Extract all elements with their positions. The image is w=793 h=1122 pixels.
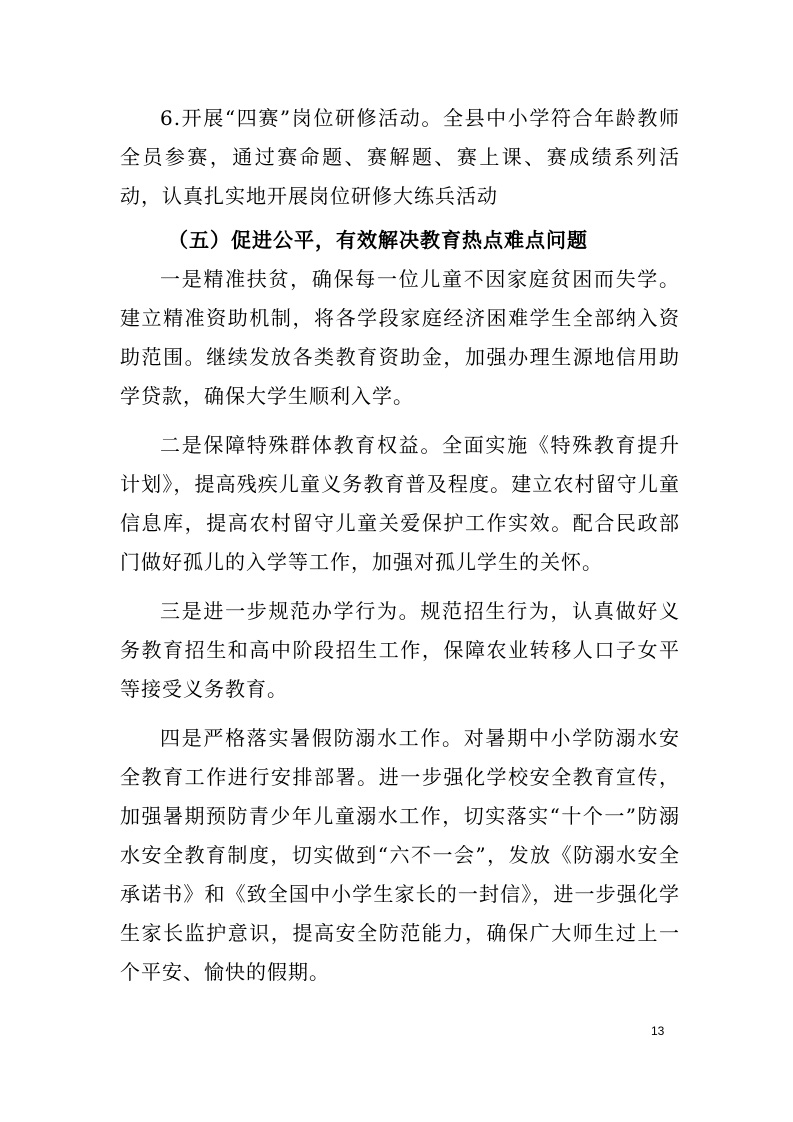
- paragraph-special-groups: 二是保障特殊群体教育权益。全面实施《特殊教育提升计划》，提高残疾儿童义务教育普及程度。建立农村留守儿童信息库，提高农村留守儿童关爱保护工作实效。配合民政部门做好孤儿的入学等工作，加强对孤儿学生的关怀。: [120, 433, 680, 574]
- paragraph-poverty-aid: 一是精准扶贫，确保每一位儿童不因家庭贫困而失学。建立精准资助机制，将各学段家庭经济困难学生全部纳入资助范围。继续发放各类教育资助金，加强办理生源地信用助学贷款，确保大学生顺利入学。: [120, 267, 680, 408]
- paragraph-school-regulation: 三是进一步规范办学行为。规范招生行为，认真做好义务教育招生和高中阶段招生工作，保障农业转移人口子女平等接受义务教育。: [120, 599, 680, 701]
- paragraph-teacher-training: 6.开展“四赛”岗位研修活动。全县中小学符合年龄教师全员参赛，通过赛命题、赛解题、赛上课、赛成绩系列活动，认真扎实地开展岗位研修大练兵活动: [120, 106, 680, 208]
- section-heading-equity: （五）促进公平，有效解决教育热点难点问题: [168, 228, 588, 252]
- paragraph-drowning-prevention: 四是严格落实暑假防溺水工作。对暑期中小学防溺水安全教育工作进行安排部署。进一步强化学校安全教育宣传，加强暑期预防青少年儿童溺水工作，切实落实“十个一”防溺水安全教育制度，切实做到“六不一会”，发放《防溺水安全承诺书》和《致全国中小学生家长的一封信》，进一步强化学生家长监护意识，提高安全防范能力，确保广大师生过上一个平安、愉快的假期。: [120, 726, 680, 984]
- document-body: [120, 99, 680, 992]
- page-number: 13: [651, 1024, 665, 1038]
